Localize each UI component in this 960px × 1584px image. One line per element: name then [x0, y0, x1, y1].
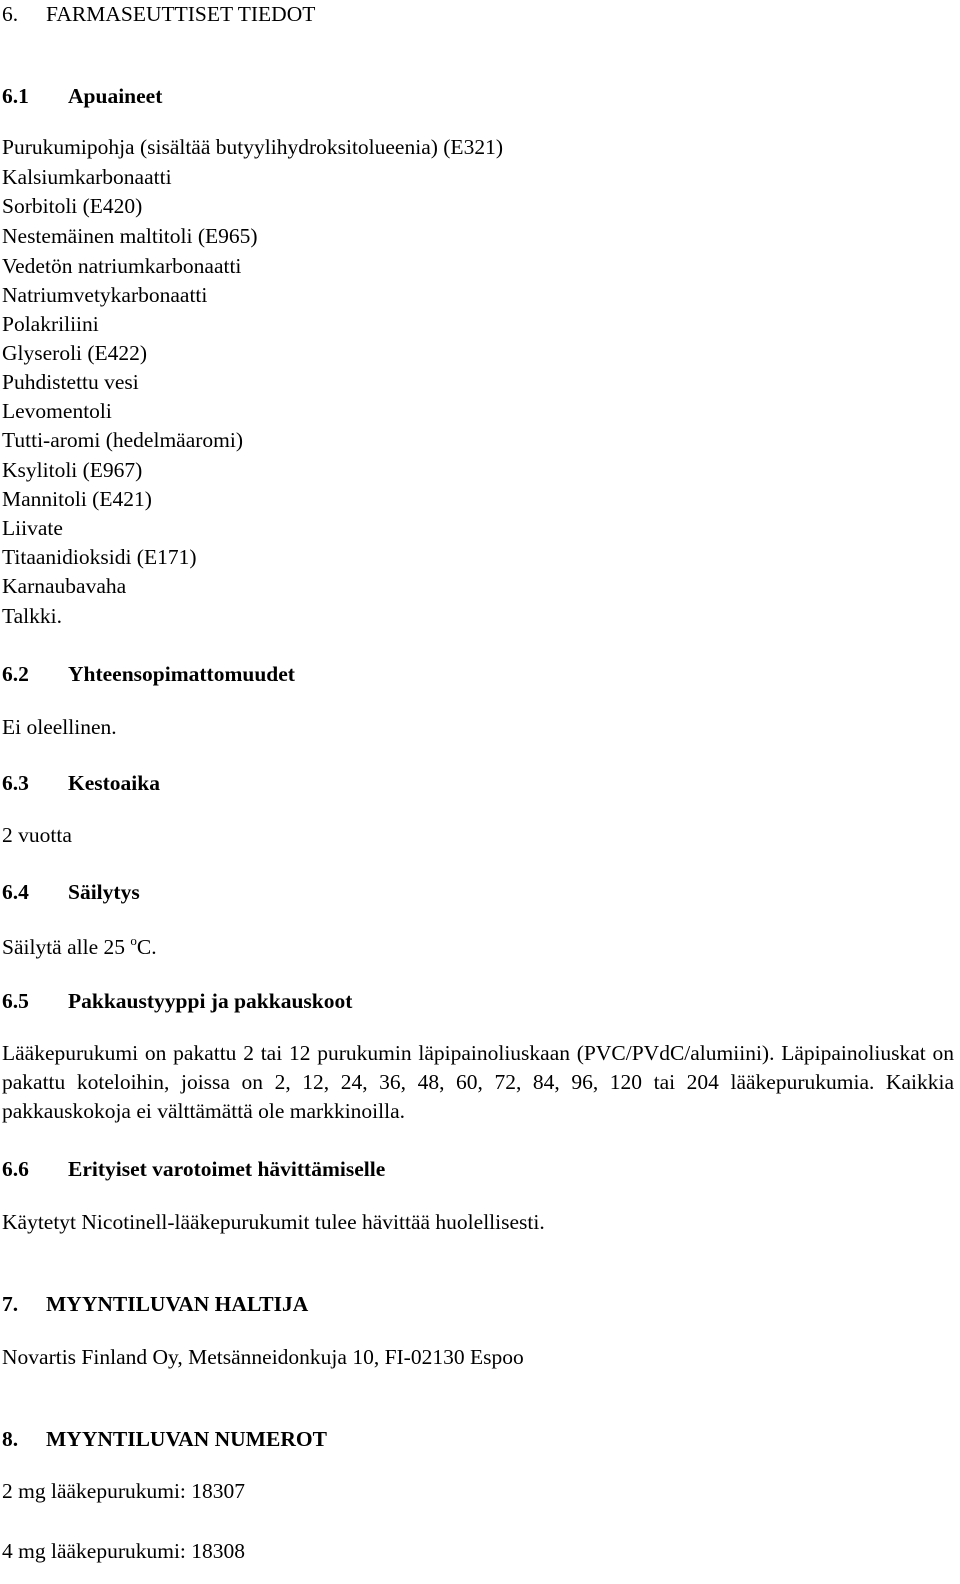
subsection-title: Pakkaustyyppi ja pakkauskoot — [68, 989, 353, 1013]
subsection-number: 6.3 — [2, 771, 29, 795]
list-item: Vedetön natriumkarbonaatti — [2, 254, 242, 278]
list-item: Levomentoli — [2, 399, 112, 423]
storage-instruction — [2, 934, 157, 959]
list-item: Mannitoli (E421) — [2, 487, 152, 511]
subsection-number: 6.2 — [2, 662, 29, 686]
subsection-number: 6.4 — [2, 880, 29, 904]
subsection-text: Käytetyt Nicotinell-lääkepurukumit tulee hävittää huolellisesti. — [2, 1210, 545, 1234]
subsection-title: Säilytys — [68, 880, 140, 904]
subsection-title: Yhteensopimattomuudet — [68, 662, 295, 686]
list-item: Ksylitoli (E967) — [2, 458, 143, 482]
list-item: Puhdistettu vesi — [2, 370, 139, 394]
authorisation-number: 2 mg lääkepurukumi: 18307 — [2, 1479, 246, 1503]
authorisation-number: 4 mg lääkepurukumi: 18308 — [2, 1539, 246, 1563]
list-item: Titaanidioksidi (E171) — [2, 545, 197, 569]
subsection-6-5-heading — [2, 991, 352, 1013]
list-item: Natriumvetykarbonaatti — [2, 283, 208, 307]
section-7-heading — [2, 1294, 308, 1316]
storage-text: Säilytä alle 25 — [2, 935, 131, 959]
subsection-6-3-heading — [2, 773, 160, 795]
subsection-text: 2 vuotta — [2, 823, 72, 847]
list-item: Nestemäinen maltitoli (E965) — [2, 224, 258, 248]
subsection-title: Apuaineet — [68, 84, 163, 108]
subsection-6-6-heading — [2, 1159, 385, 1181]
subsection-title: Erityiset varotoimet hävittämiselle — [68, 1157, 386, 1181]
list-item: Karnaubavaha — [2, 574, 127, 598]
section-6-heading — [2, 4, 315, 26]
section-title: FARMASEUTTISET TIEDOT — [46, 2, 316, 26]
section-number: 7. — [2, 1292, 19, 1316]
section-title: MYYNTILUVAN HALTIJA — [46, 1292, 309, 1316]
packaging-paragraph: Lääkepurukumi on pakattu 2 tai 12 purukumin läpipainoliuskaan (PVC/PVdC/alumiini). Läpipainoliuskat on pakattu koteloihin, joissa on 2, 12, 24, 36, 48, 60, 72, 84, 96, 120 tai 204 lääkepurukumia. Kaikkia pakkauskokoja ei välttämättä ole markkinoilla. — [2, 1041, 954, 1123]
subsection-number: 6.6 — [2, 1157, 29, 1181]
section-number: 8. — [2, 1427, 19, 1451]
list-item: Polakriliini — [2, 312, 99, 336]
list-item: Liivate — [2, 516, 63, 540]
list-item: Sorbitoli (E420) — [2, 194, 143, 218]
list-item: Glyseroli (E422) — [2, 341, 148, 365]
storage-unit: C. — [136, 935, 157, 959]
subsection-number: 6.1 — [2, 84, 29, 108]
subsection-title: Kestoaika — [68, 771, 160, 795]
subsection-6-1-heading — [2, 86, 162, 108]
subsection-number: 6.5 — [2, 989, 29, 1013]
subsection-6-4-heading — [2, 882, 140, 904]
subsection-6-2-heading — [2, 664, 295, 686]
degree-superscript: o — [130, 933, 137, 948]
section-title: MYYNTILUVAN NUMEROT — [46, 1427, 327, 1451]
marketing-authorisation-holder: Novartis Finland Oy, Metsänneidonkuja 10, FI-02130 Espoo — [2, 1345, 524, 1369]
list-item: Purukumipohja (sisältää butyylihydroksitolueenia) (E321) — [2, 135, 503, 159]
list-item: Tutti-aromi (hedelmäaromi) — [2, 428, 244, 452]
section-number: 6. — [2, 2, 19, 26]
section-8-heading — [2, 1429, 327, 1451]
list-item: Talkki. — [2, 604, 62, 628]
subsection-text: Ei oleellinen. — [2, 715, 117, 739]
list-item: Kalsiumkarbonaatti — [2, 165, 172, 189]
